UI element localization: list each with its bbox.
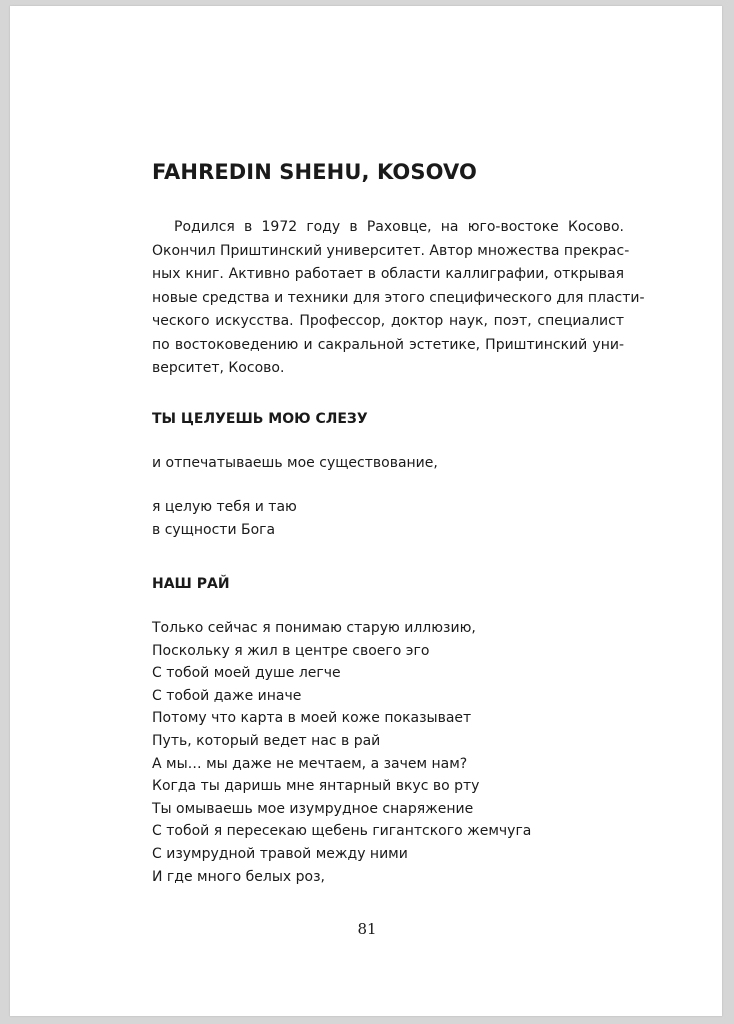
poem-line: Когда ты даришь мне янтарный вкус во рту [152, 778, 480, 795]
poem-line: Ты омываешь мое изумрудное снаряжение [152, 800, 474, 817]
poem-line: в сущности Бога [152, 521, 276, 538]
poem-line: С изумрудной травой между ними [152, 845, 408, 862]
bio-line: ческого искусства. Профессор, доктор наук, поэт, специалист [152, 313, 624, 329]
bio-line: ных книг. Активно работает в области каллиграфии, открывая [152, 266, 624, 282]
poem-line: С тобой я пересекаю щебень гигантского жемчуга [152, 823, 532, 840]
bio-line: верситет, Косово. [152, 360, 285, 376]
bio-line: Окончил Приштинский университет. Автор множества прекрас- [152, 242, 630, 259]
poem1-stanza-1 [152, 452, 438, 475]
bio-line: Родился в 1972 году в Раховце, на юго-востоке Косово. [174, 219, 624, 235]
poem-line: А мы… мы даже не мечтаем, а зачем нам? [152, 755, 468, 772]
poem-line: Путь, который ведет нас в рай [152, 732, 381, 749]
bio-line: новые средства и техники для этого специфического для пласти- [152, 289, 645, 306]
author-title: FAHREDIN SHEHU, KOSOVO [152, 160, 477, 184]
author-bio [152, 216, 645, 381]
poem-line: Потому что карта в моей коже показывает [152, 710, 472, 727]
poem-line: С тобой моей душе легче [152, 665, 341, 682]
poem2-stanza [152, 617, 531, 888]
poem-line: Только сейчас я понимаю старую иллюзию, [152, 620, 476, 636]
poem1-stanza-2 [152, 496, 297, 541]
poem-line: С тобой даже иначе [152, 687, 302, 704]
page-number: 81 [357, 920, 377, 938]
poem-title-kiss-tear: ТЫ ЦЕЛУЕШЬ МОЮ СЛЕЗУ [152, 411, 368, 427]
bio-line: по востоковедению и сакральной эстетике, Приштинский уни- [152, 336, 624, 353]
poem-line: И где много белых роз, [152, 868, 326, 885]
poem-title-our-paradise: НАШ РАЙ [152, 576, 230, 592]
poem-line: и отпечатываешь мое существование, [152, 455, 438, 471]
poem-line: Поскольку я жил в центре своего эго [152, 642, 430, 659]
poem-line: я целую тебя и таю [152, 499, 297, 515]
